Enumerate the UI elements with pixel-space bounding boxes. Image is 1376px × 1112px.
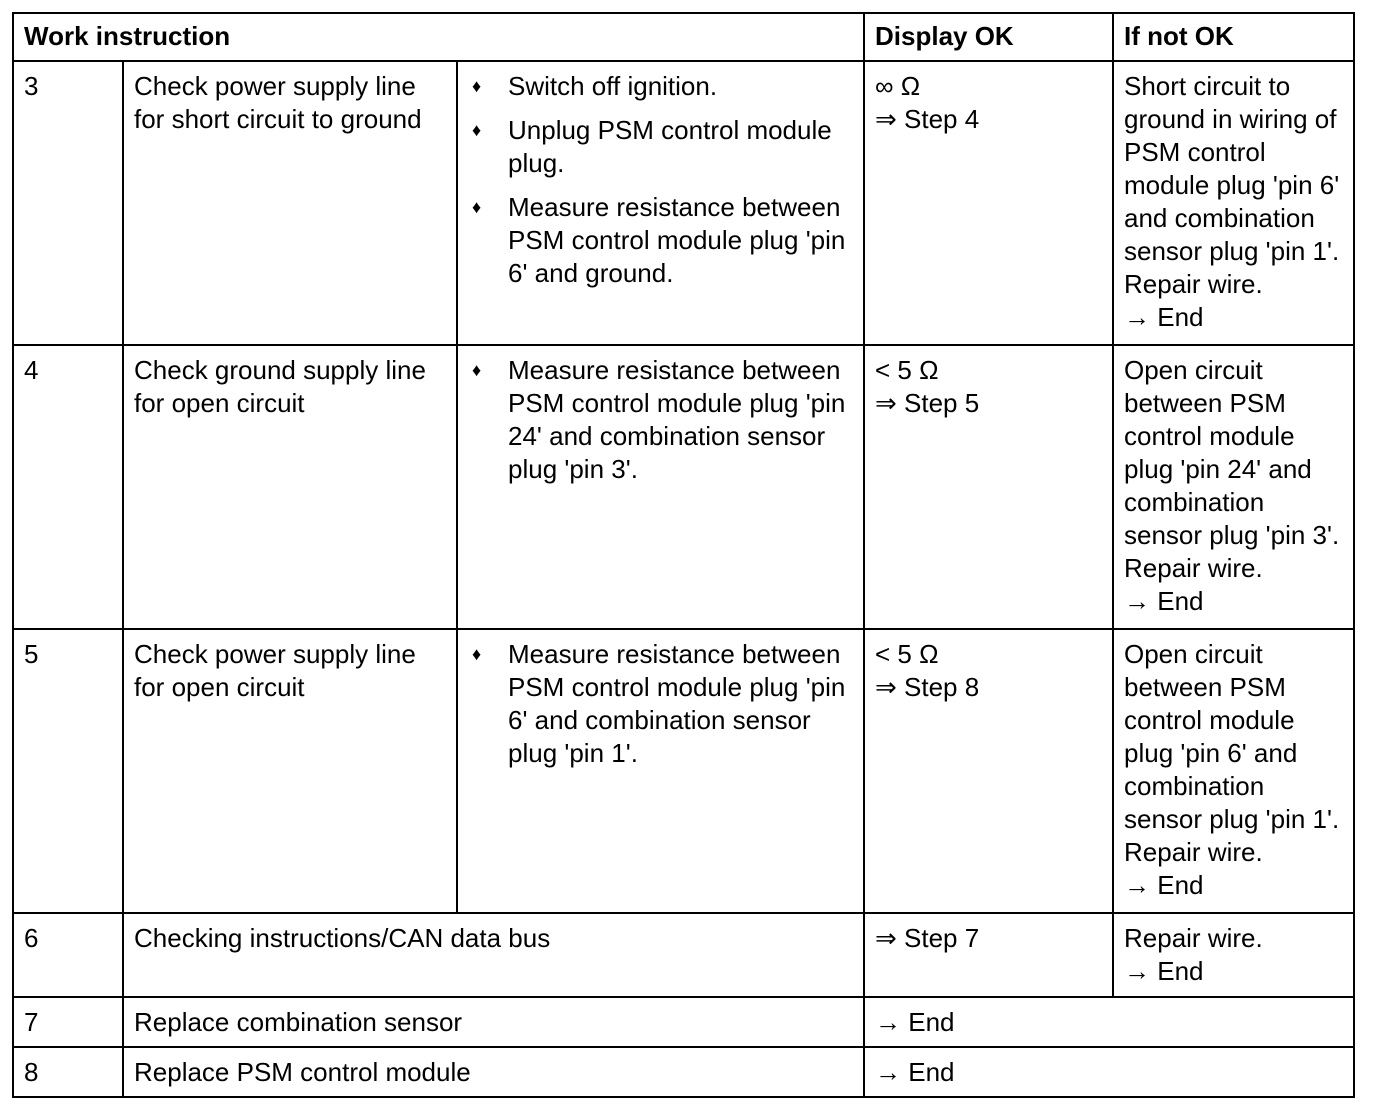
fault-description: Open circuit between PSM control module plug 'pin 6' and combination sensor plug 'pin 1'.: [1124, 639, 1340, 834]
table-row: [13, 997, 1354, 1047]
check-description: Check ground supply line for open circuit: [123, 345, 457, 629]
actions-cell: [457, 345, 864, 629]
list-item: [468, 354, 853, 486]
check-description: Check power supply line for short circuit to ground: [123, 61, 457, 345]
display-ok-value: < 5 Ω: [875, 639, 939, 669]
actions-cell: [457, 61, 864, 345]
header-if-not-ok: If not OK: [1113, 13, 1354, 61]
display-ok-next-step: ⇒ Step 5: [875, 388, 980, 418]
table-row: [13, 629, 1354, 913]
table-row: [13, 345, 1354, 629]
end-text: → End: [1124, 956, 1204, 986]
end-text: → End: [1124, 302, 1204, 332]
if-not-ok-cell: [1113, 61, 1354, 345]
action-text: Switch off ignition.: [508, 71, 718, 101]
diamond-bullet-icon: ♦: [472, 360, 482, 380]
diamond-bullet-icon: ♦: [472, 76, 482, 96]
check-description: Checking instructions/CAN data bus: [123, 913, 864, 997]
if-not-ok-cell: [1113, 629, 1354, 913]
step-number: 3: [13, 61, 123, 345]
table-row: [13, 913, 1354, 997]
remedy-text: Repair wire.: [1124, 553, 1263, 583]
action-list: [468, 354, 853, 486]
end-text: → End: [1124, 586, 1204, 616]
action-text: Measure resistance between PSM control module plug 'pin 6' and combination sensor plug 'pin 1'.: [508, 639, 846, 768]
remedy-text: Repair wire.: [1124, 269, 1263, 299]
action-text: Unplug PSM control module plug.: [508, 115, 832, 178]
display-ok-cell: [864, 61, 1113, 345]
step-number: 6: [13, 913, 123, 997]
step-number: 8: [13, 1047, 123, 1097]
if-not-ok-cell: [1113, 913, 1354, 997]
action-list: [468, 638, 853, 770]
step-number: 7: [13, 997, 123, 1047]
display-ok-cell: [864, 913, 1113, 997]
if-not-ok-cell: [1113, 345, 1354, 629]
display-ok-value: < 5 Ω: [875, 355, 939, 385]
display-ok-next-step: ⇒ Step 7: [875, 923, 980, 953]
display-ok-cell: [864, 629, 1113, 913]
action-text: Measure resistance between PSM control module plug 'pin 6' and ground.: [508, 192, 846, 288]
list-item: [468, 191, 853, 290]
header-work-instruction: Work instruction: [13, 13, 864, 61]
remedy-text: Repair wire.: [1124, 837, 1263, 867]
diamond-bullet-icon: ♦: [472, 120, 482, 140]
action-text: Measure resistance between PSM control module plug 'pin 24' and combination sensor plug 'pin 3'.: [508, 355, 846, 484]
check-description: Replace combination sensor: [123, 997, 864, 1047]
work-instruction-table: [12, 12, 1355, 1098]
header-display-ok: Display OK: [864, 13, 1113, 61]
remedy-text: Repair wire.: [1124, 923, 1263, 953]
table-row: [13, 1047, 1354, 1097]
end-text: → End: [1124, 870, 1204, 900]
list-item: [468, 114, 853, 180]
fault-description: Open circuit between PSM control module plug 'pin 24' and combination sensor plug 'pin 3'.: [1124, 355, 1340, 550]
result-cell: → End: [864, 1047, 1354, 1097]
display-ok-next-step: ⇒ Step 8: [875, 672, 980, 702]
header-row: [13, 13, 1354, 61]
result-cell: → End: [864, 997, 1354, 1047]
step-number: 5: [13, 629, 123, 913]
action-list: [468, 70, 853, 290]
check-description: Replace PSM control module: [123, 1047, 864, 1097]
diamond-bullet-icon: ♦: [472, 644, 482, 664]
list-item: [468, 70, 853, 103]
check-description: Check power supply line for open circuit: [123, 629, 457, 913]
step-number: 4: [13, 345, 123, 629]
actions-cell: [457, 629, 864, 913]
table-row: [13, 61, 1354, 345]
list-item: [468, 638, 853, 770]
fault-description: Short circuit to ground in wiring of PSM control module plug 'pin 6' and combination sensor plug 'pin 1'.: [1124, 71, 1347, 266]
diamond-bullet-icon: ♦: [472, 197, 482, 217]
display-ok-cell: [864, 345, 1113, 629]
display-ok-value: ∞ Ω: [875, 71, 921, 101]
display-ok-next-step: ⇒ Step 4: [875, 104, 980, 134]
